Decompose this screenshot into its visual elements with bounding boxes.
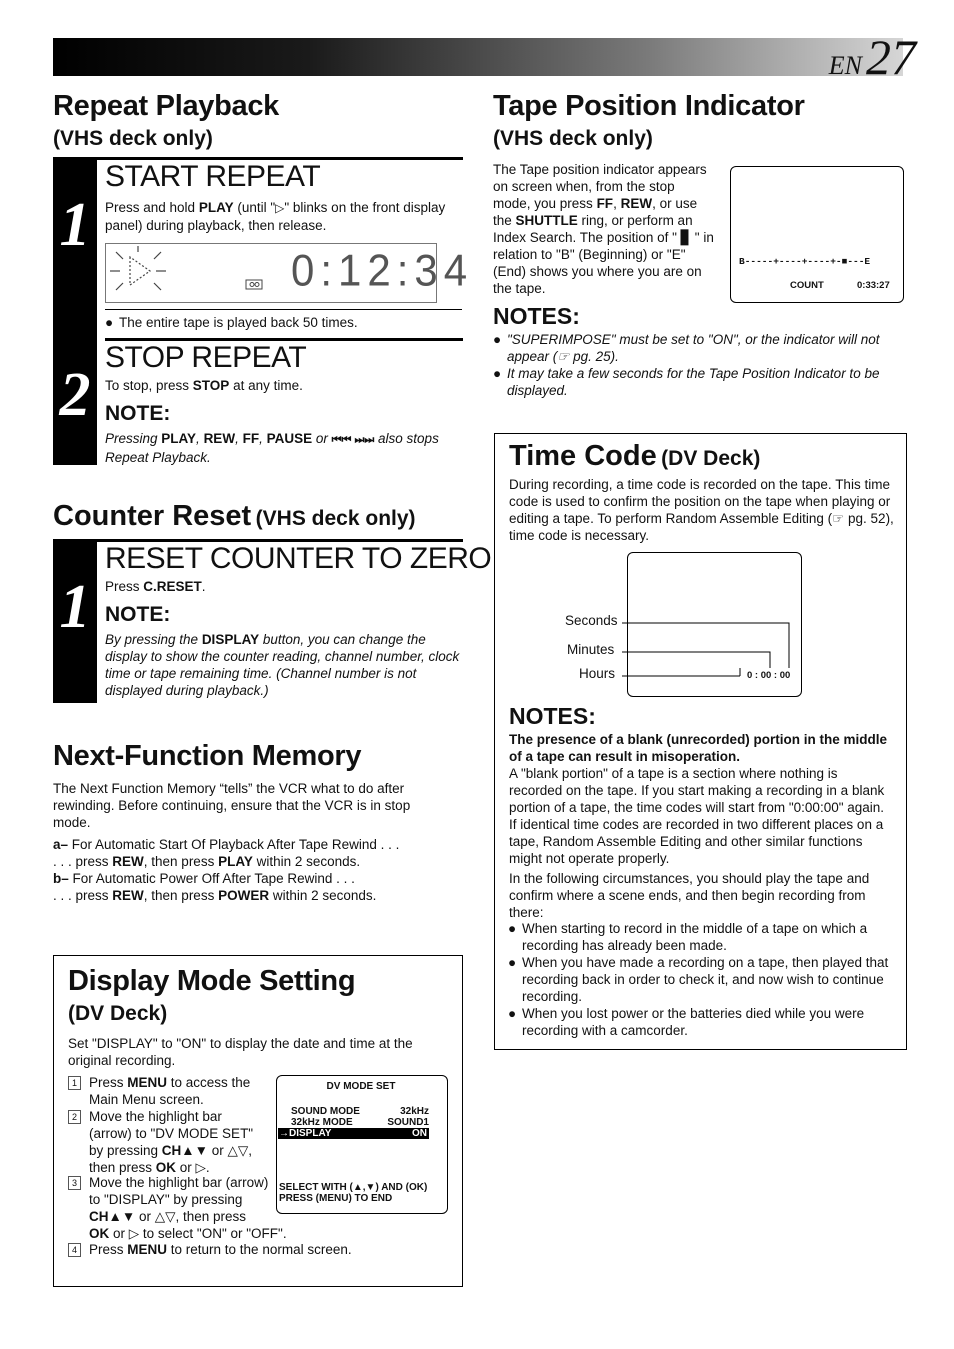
page-number xyxy=(829,28,916,86)
step2-text: To stop, press STOP at any time. xyxy=(105,378,303,393)
display-counter: 0:12:34 xyxy=(291,245,474,296)
nfm-intro: The Next Function Memory “tells” the VCR what to do after rewinding. Before continuing, ensure that the VCR is in stop mode. xyxy=(53,781,411,830)
timecode-bullets xyxy=(522,920,894,1039)
counter-text: Press C.RESET. xyxy=(105,579,206,594)
list-item: When starting to record in the middle of a tape on which a recording has already been made. xyxy=(522,921,868,953)
nfm-title: Next-Function Memory xyxy=(53,740,362,772)
timecode-bold-note: The presence of a blank (unrecorded) portion in the middle of a tape can result in misoperation. xyxy=(509,732,888,764)
repeat-note-text: Pressing PLAY, REW, FF, PAUSE or ⏮⏮ ⏭⏭ also stops Repeat Playback. xyxy=(105,431,439,465)
tpi-notes-heading: NOTES: xyxy=(493,303,580,329)
tpi-subtitle: (VHS deck only) xyxy=(493,127,653,150)
dms-title: Display Mode Setting xyxy=(68,965,356,997)
label-hours: Hours xyxy=(579,666,616,681)
play-icon: ▷ xyxy=(275,201,285,215)
tpi-notes xyxy=(507,331,907,399)
count-label: COUNT xyxy=(790,280,824,291)
timecode-heading xyxy=(509,440,760,473)
header-bar xyxy=(53,38,903,76)
repeat-bullet: The entire tape is played back 50 times. xyxy=(119,315,358,330)
list-item: When you lost power or the batteries died while you were recording with a camcorder. xyxy=(522,1006,865,1038)
page-num: 27 xyxy=(866,29,916,85)
step-title-start-repeat: START REPEAT xyxy=(105,160,321,193)
label-seconds: Seconds xyxy=(565,613,618,628)
menu-title: DV MODE SET xyxy=(326,1081,396,1092)
tpi-text: The Tape position indicator appears on screen when, from the stop mode, you press FF, REW, or use the SHUTTLE ring, or perform an Index Search. The position of " ▊ " in relation to "B" (Beginning) or "E" (End) shows you where you are on the tape. xyxy=(493,162,714,296)
count-value: 0:33:27 xyxy=(857,280,890,291)
timecode-subtitle: (DV Deck) xyxy=(661,447,761,470)
list-item: When you have made a recording on a tape, then played that recording back in order to check it, and now wish to continue recording. xyxy=(522,955,889,1004)
note-heading: NOTE: xyxy=(105,402,171,425)
step1-text: Press and hold PLAY (until "▷" blinks on the front display panel) during playback, then release. xyxy=(105,200,446,233)
menu-rows xyxy=(279,1106,429,1139)
tape-position-scale: B-----+----+----+-■---E xyxy=(739,256,871,267)
tpi-title: Tape Position Indicator xyxy=(493,90,805,122)
counter-note-text: By pressing the DISPLAY button, you can change the display to show the counter reading, channel number, clock time or tape remaining time. (Channel number is not displayed during playback.) xyxy=(105,632,460,698)
repeat-subtitle: (VHS deck only) xyxy=(53,127,213,150)
dms-step4: 4 Press MENU to return to the normal screen. xyxy=(68,1241,388,1258)
menu-footer: SELECT WITH (▲,▼) AND (OK) PRESS (MENU) TO END xyxy=(279,1182,428,1204)
label-minutes: Minutes xyxy=(567,642,615,657)
step-number: 1 xyxy=(59,191,91,259)
nfm-items: a– For Automatic Start Of Playback After Tape Rewind . . . . . . press REW, then press PLAY within 2 seconds. b– For Automatic Power Off After Tape Rewind . . . . . . press REW, then press POWER within 2 seconds. xyxy=(53,837,400,903)
step-number: 1 xyxy=(59,573,91,641)
dms-steps-cont: 3 Move the highlight bar (arrow) to "DISPLAY" by pressing CH▲▼ or △▽, then press xyxy=(68,1174,388,1225)
dms-subtitle: (DV Deck) xyxy=(68,1002,168,1025)
skip-icons: ⏮⏮ ⏭⏭ xyxy=(331,434,375,446)
timecode-para1: A "blank portion" of a tape is a section where nothing is recorded on the tape. If you start making a recording in a blank portion of a tape, the time codes will start from "0:00:00" again. If identical time codes are recorded in two different places on a tape, Random Assemble Editing and other similar functions might not operate properly. xyxy=(509,766,885,866)
step-number: 2 xyxy=(59,361,91,429)
dms-steps: 1 Press MENU to access the Main Menu screen. 2 Move the highlight bar (arrow) to "DV MODE SET" by pressing CH▲▼ or △▽, then press OK or ▷. xyxy=(68,1074,268,1176)
page-lang: EN xyxy=(828,51,862,80)
counter-heading xyxy=(53,500,416,533)
tpi-note-2: It may take a few seconds for the Tape Position Indicator to be displayed. xyxy=(507,366,880,398)
timecode-intro: During recording, a time code is recorded on the tape. This time code is used to confirm the position on the tape when playing or editing a tape. To perform Random Assemble Editing (☞ pg. 52), time code is necessary. xyxy=(509,477,894,543)
step-title-reset-counter: RESET COUNTER TO ZERO xyxy=(105,542,492,575)
divider xyxy=(105,309,462,310)
timecode-notes-heading: NOTES: xyxy=(509,703,596,729)
menu-row-sound-mode[interactable]: SOUND MODE 32kHz xyxy=(291,1106,429,1117)
dms-step3-end: OK or ▷ to select "ON" or "OFF". xyxy=(89,1226,287,1241)
tpi-note-1: "SUPERIMPOSE" must be set to "ON", or the indicator will not appear (☞ pg. 25). xyxy=(507,332,880,364)
timecode-value: 0 : 00 : 00 xyxy=(747,670,791,681)
front-display-panel xyxy=(105,243,474,303)
menu-row-display[interactable]: →DISPLAY ON xyxy=(279,1128,427,1139)
counter-subtitle: (VHS deck only) xyxy=(255,507,416,530)
note-heading: NOTE: xyxy=(105,603,171,626)
counter-title: Counter Reset xyxy=(53,500,252,532)
repeat-title: Repeat Playback xyxy=(53,90,280,122)
menu-row-32khz-mode[interactable]: 32kHz MODE SOUND1 xyxy=(291,1117,429,1128)
step-title-stop-repeat: STOP REPEAT xyxy=(105,341,307,374)
timecode-para2: In the following circumstances, you should play the tape and confirm where a scene ends, and then begin recording from there: xyxy=(509,871,870,920)
timecode-title: Time Code xyxy=(509,440,657,472)
dms-intro: Set "DISPLAY" to "ON" to display the date and time at the original recording. xyxy=(68,1036,413,1068)
